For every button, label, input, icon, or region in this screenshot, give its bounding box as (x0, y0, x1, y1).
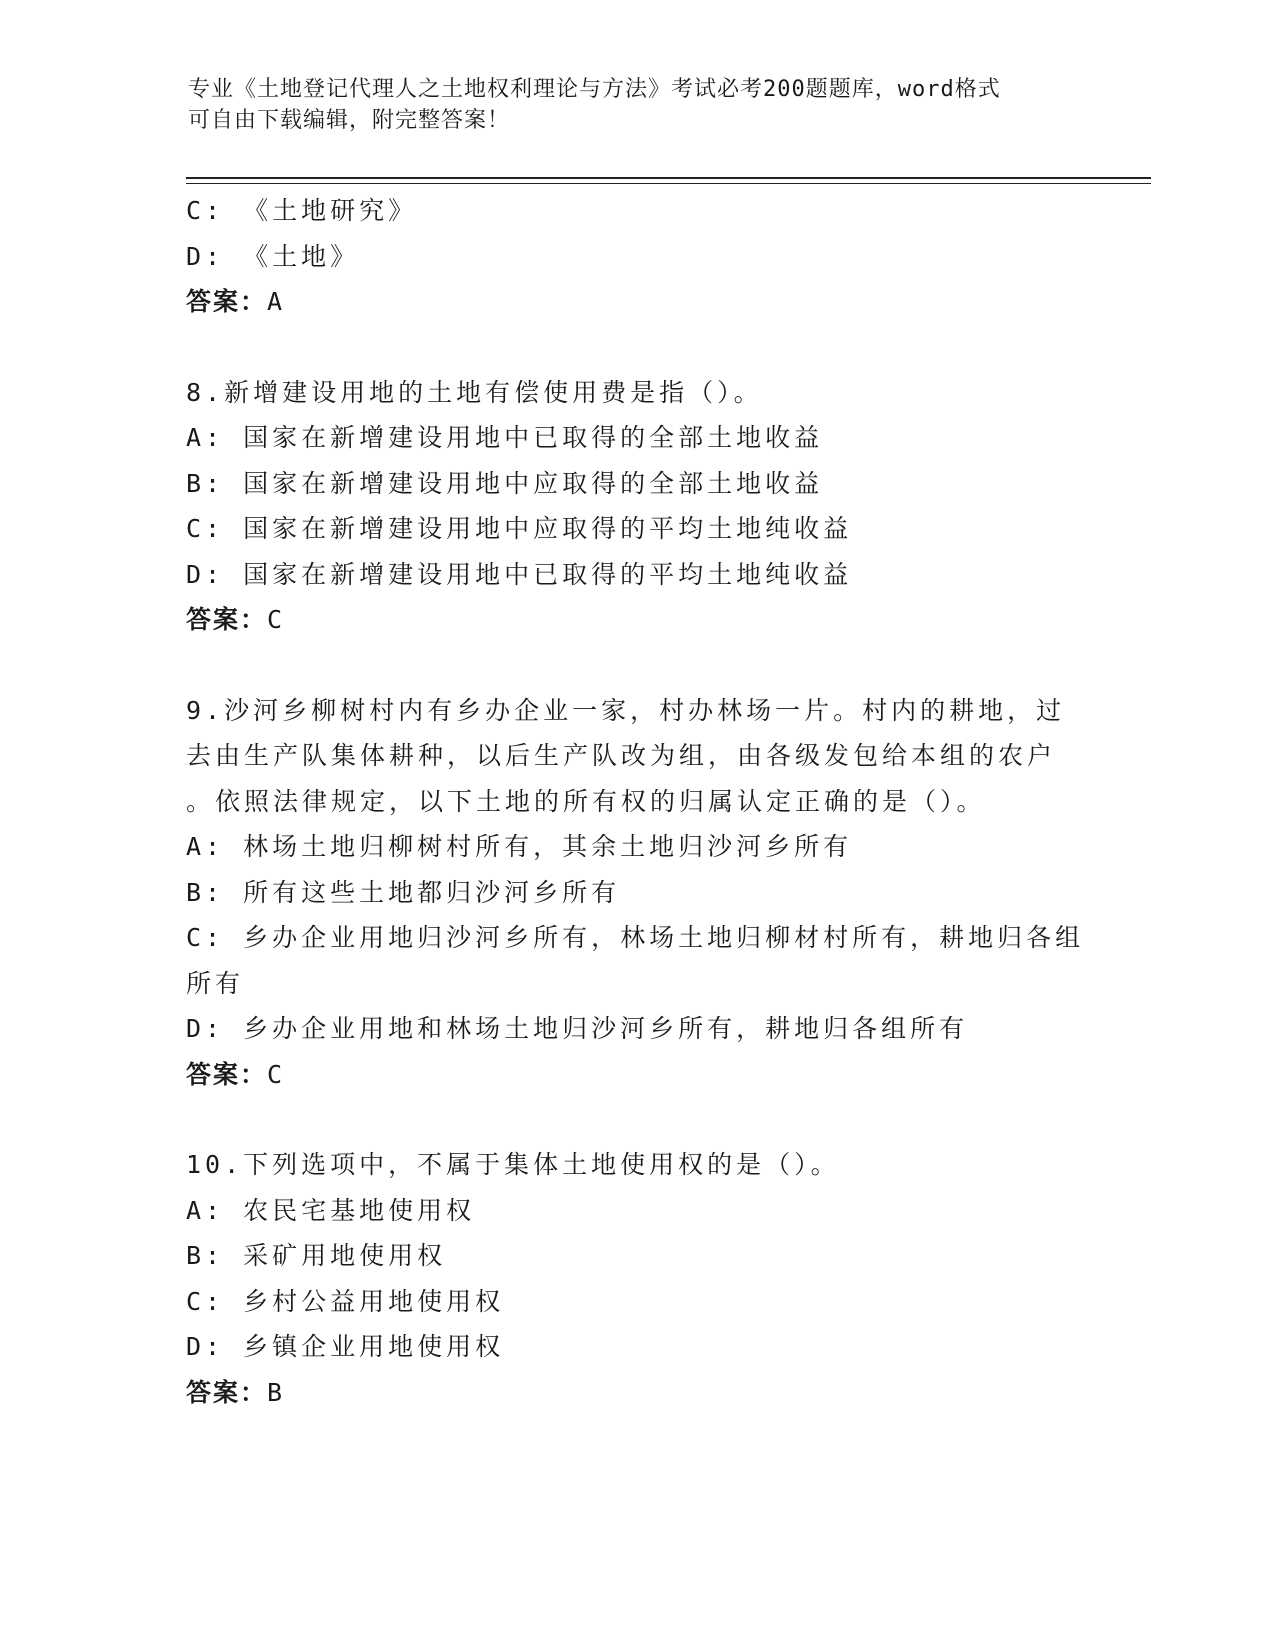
answer-value: A (267, 287, 285, 316)
answer-label: 答案： (186, 1377, 268, 1407)
option-c: C: 《土地研究》 (186, 196, 418, 225)
option-b: B: 国家在新增建设用地中应取得的全部土地收益 (186, 468, 824, 498)
option-c: C: 国家在新增建设用地中应取得的平均土地纯收益 (186, 514, 853, 543)
document-header (188, 74, 1088, 136)
answer-line (186, 597, 1086, 643)
option-a: A: 林场土地归柳树村所有，其余土地归沙河乡所有 (186, 832, 853, 861)
question-stem-line-3: 。依照法律规定，以下土地的所有权的归属认定正确的是（）。 (186, 786, 986, 816)
option-c-line-2: 所有 (186, 968, 245, 998)
option-b: B: 采矿用地使用权 (186, 1241, 447, 1270)
question-9 (186, 688, 1086, 1098)
header-divider-thick (186, 177, 1151, 179)
answer-label: 答案： (186, 1059, 268, 1089)
answer-line (186, 279, 1086, 325)
answer-line (186, 1052, 1086, 1098)
question-stem: 10.下列选项中，不属于集体土地使用权的是（）。 (186, 1150, 840, 1179)
option-a: A: 国家在新增建设用地中已取得的全部土地收益 (186, 423, 824, 452)
question-spacer (186, 643, 1086, 688)
question-stem-line-1: 9.沙河乡柳树村内有乡办企业一家，村办林场一片。村内的耕地，过 (186, 695, 1066, 725)
answer-value: B (267, 1377, 285, 1407)
option-d: D: 国家在新增建设用地中已取得的平均土地纯收益 (186, 559, 853, 589)
answer-value: C (267, 605, 285, 634)
option-a: A: 农民宅基地使用权 (186, 1195, 476, 1225)
option-c-line-1: C: 乡办企业用地归沙河乡所有，林场土地归柳材村所有，耕地归各组 (186, 923, 1085, 952)
option-d: D: 乡办企业用地和林场土地归沙河乡所有，耕地归各组所有 (186, 1014, 969, 1043)
option-b: B: 所有这些土地都归沙河乡所有 (186, 877, 621, 907)
question-stem: 8.新增建设用地的土地有偿使用费是指（）。 (186, 377, 763, 407)
option-d: D: 《土地》 (186, 241, 360, 271)
option-d: D: 乡镇企业用地使用权 (186, 1332, 505, 1361)
question-8 (186, 370, 1086, 643)
answer-value: C (267, 1059, 285, 1089)
header-title-line-2: 可自由下载编辑，附完整答案！ (188, 108, 511, 133)
question-spacer (186, 1097, 1086, 1142)
header-divider-thin (186, 183, 1151, 184)
header-title-line-1: 专业《土地登记代理人之土地权利理论与方法》考试必考200题题库，word格式 (188, 77, 1001, 102)
question-spacer (186, 325, 1086, 370)
answer-label: 答案： (186, 287, 268, 316)
answer-label: 答案： (186, 605, 268, 634)
question-10 (186, 1142, 1086, 1415)
question-stem-line-2: 去由生产队集体耕种，以后生产队改为组，由各级发包给本组的农户 (186, 741, 1057, 770)
question-list (186, 188, 1086, 1415)
option-c: C: 乡村公益用地使用权 (186, 1286, 505, 1316)
question-7-tail (186, 188, 1086, 325)
answer-line (186, 1370, 1086, 1416)
